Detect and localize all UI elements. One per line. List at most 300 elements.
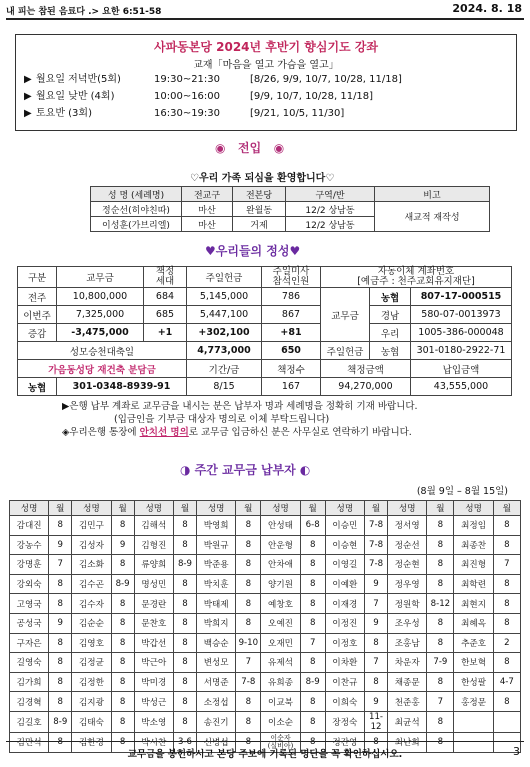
payer-month: 8	[493, 574, 520, 594]
cell: 주일헌금	[321, 342, 370, 360]
arrow-icon: ▶	[24, 91, 32, 102]
newcomer-title: 전입	[238, 141, 262, 155]
payer-month: 8	[49, 732, 72, 752]
payer-name: 박근아	[134, 653, 173, 673]
col-header: 비고	[375, 187, 490, 202]
payer-month: 8	[300, 594, 325, 614]
payer-month: 9	[364, 574, 387, 594]
payer-name: 송진기	[197, 711, 236, 732]
payer-name: 박영희	[197, 516, 236, 536]
cell: 43,555,000	[411, 378, 512, 396]
payer-name: 이승민	[325, 516, 364, 536]
payer-month: 8	[49, 594, 72, 614]
payer-month: 7-9	[427, 653, 454, 673]
table-row	[18, 306, 512, 324]
cell: 거제	[233, 217, 286, 232]
payer-name: 이찬규	[325, 672, 364, 692]
payer-name: 이순자 (실비아)	[261, 732, 300, 752]
cell: 10,800,000	[57, 288, 144, 306]
payer-month: 9-10	[236, 633, 261, 653]
footer-text: 교무금을 봉헌하시고 본당 주보에 기록된 명단을 꼭 확인하십시오.	[127, 749, 403, 760]
cell: +302,100	[187, 324, 262, 342]
cell: 684	[144, 288, 187, 306]
payer-name: 김지광	[72, 692, 111, 712]
payer-month: 8	[236, 535, 261, 555]
schedule-row	[24, 104, 344, 119]
payer-name: 한성팔	[454, 672, 493, 692]
payer-month: 8	[236, 711, 261, 732]
payer-name: 최난희	[388, 732, 427, 752]
target-icon: ◉	[273, 141, 285, 155]
payer-name: 김순순	[72, 613, 111, 633]
cell: 성모승천대축일	[18, 342, 187, 360]
table-row	[18, 288, 512, 306]
newcomer-heading	[215, 139, 284, 156]
arrow-icon: ▶	[24, 108, 32, 119]
payer-name: 박소영	[134, 711, 173, 732]
col-header: 납입금액	[411, 360, 512, 378]
prayer-course-box	[15, 34, 517, 131]
cell: 7,325,000	[57, 306, 144, 324]
payer-name: 박희지	[197, 613, 236, 633]
kyomu-label: 교무금	[321, 288, 370, 342]
col-header: 주일미사 참석인원	[262, 267, 321, 288]
payer-month: 7	[493, 555, 520, 575]
col-header-name: 성명	[197, 501, 236, 516]
cell: 완월동	[233, 202, 286, 217]
payer-name: 최현지	[454, 594, 493, 614]
table-row	[10, 555, 521, 575]
col-header: 구역/반	[286, 187, 375, 202]
offering-heading: ♥우리들의 정성♥	[205, 244, 301, 258]
payer-month: 8	[236, 574, 261, 594]
payer-name: 이정호	[325, 633, 364, 653]
payer-name: 조우성	[388, 613, 427, 633]
table-row	[10, 653, 521, 673]
payer-month: 8	[427, 555, 454, 575]
payer-name: 이차환	[325, 653, 364, 673]
cell: 전주	[18, 288, 57, 306]
payer-month: 8	[427, 672, 454, 692]
notice-line	[62, 426, 418, 439]
payer-month	[493, 711, 520, 732]
payer-month: 8	[364, 732, 387, 752]
session-name: 월요일 저녁반(5회)	[36, 74, 121, 85]
page-number: 3	[513, 745, 520, 758]
cell: 4,773,000	[187, 342, 262, 360]
cell: 685	[144, 306, 187, 324]
bank-account: 301-0180-2922-71	[411, 342, 512, 360]
payer-month: 8	[173, 633, 196, 653]
col-header-name: 성명	[10, 501, 49, 516]
payer-month: 8-9	[300, 672, 325, 692]
payer-month: 8-9	[49, 711, 72, 732]
cell: 마산	[182, 202, 233, 217]
payer-name: 서명준	[197, 672, 236, 692]
payer-month: 8	[427, 613, 454, 633]
payer-name: 정순현	[388, 555, 427, 575]
header-divider	[6, 18, 524, 20]
payer-name: 박원규	[197, 535, 236, 555]
payer-month: 8	[300, 692, 325, 712]
payer-name: 김한경	[72, 732, 111, 752]
payer-name: 이승현	[325, 535, 364, 555]
payer-name: 박치훈	[197, 574, 236, 594]
arrow-icon: ▶	[24, 74, 32, 85]
cell: 167	[262, 378, 321, 396]
payer-name: 김성자	[72, 535, 111, 555]
payer-month: 8	[300, 653, 325, 673]
payer-month: 8	[427, 516, 454, 536]
cell: 12/2 상남동	[286, 217, 375, 232]
payer-name: 박미경	[134, 672, 173, 692]
payer-month: 8	[111, 653, 134, 673]
cell: 8/15	[187, 378, 262, 396]
bank-name: 우리	[370, 324, 411, 342]
payer-month: 7	[49, 555, 72, 575]
payer-month: 8	[300, 613, 325, 633]
payer-month: 8	[49, 574, 72, 594]
bank-name: 농협	[18, 378, 57, 396]
payer-name: 안성태	[261, 516, 300, 536]
newcomer-table	[90, 186, 490, 232]
auto-transfer-title: 자동이체 계좌번호	[377, 266, 455, 277]
table-row	[10, 574, 521, 594]
payer-name: 문찬호	[134, 613, 173, 633]
schedule-row	[24, 87, 373, 102]
payer-name: 이희숙	[325, 692, 364, 712]
payer-name: 문경란	[134, 594, 173, 614]
payer-month: 8	[493, 613, 520, 633]
col-header-name: 성명	[388, 501, 427, 516]
payer-month: 8	[300, 555, 325, 575]
payer-month: 8	[111, 516, 134, 536]
payer-name: 최종찬	[454, 535, 493, 555]
payer-month: 8	[300, 711, 325, 732]
payer-month: 8	[493, 535, 520, 555]
payer-month: 7-8	[364, 516, 387, 536]
payer-month: 8	[493, 653, 520, 673]
payer-name: 강외숙	[10, 574, 49, 594]
payer-name: 박태제	[197, 594, 236, 614]
payer-month: 8	[173, 672, 196, 692]
payer-name: 김만석	[10, 732, 49, 752]
payer-month: 8	[49, 653, 72, 673]
payer-month: 8	[427, 574, 454, 594]
payer-month: 8	[173, 535, 196, 555]
payer-name: 최진형	[454, 555, 493, 575]
payer-name: 박준용	[197, 555, 236, 575]
payer-name: 이영길	[325, 555, 364, 575]
table-row	[10, 516, 521, 536]
payer-name: 안운형	[261, 535, 300, 555]
payer-month: 9	[364, 613, 387, 633]
payer-month: 9	[111, 535, 134, 555]
col-header-name: 성명	[261, 501, 300, 516]
table-row	[10, 692, 521, 712]
payer-name: 안차애	[261, 555, 300, 575]
payer-name: 김경혁	[10, 692, 49, 712]
notice-text: 로 교무금 입금하신 분은 사무실로 연락하기 바랍니다.	[188, 427, 412, 438]
cell: -3,475,000	[57, 324, 144, 342]
payer-month: 8	[427, 535, 454, 555]
payer-month: 7	[300, 633, 325, 653]
payer-month: 8	[111, 672, 134, 692]
table-row	[91, 202, 490, 217]
session-dates: [8/26, 9/9, 10/7, 10/28, 11/18]	[250, 74, 402, 85]
building-title: 가음동성당 재건축 분담금	[18, 360, 187, 378]
payer-name: 김형진	[134, 535, 173, 555]
payer-month: 7-8	[364, 555, 387, 575]
payer-name: 고영국	[10, 594, 49, 614]
payer-month: 8	[111, 613, 134, 633]
notice-line: (입금인을 기부금 대상자 명의로 이체 부탁드립니다)	[114, 414, 330, 425]
payer-name: 김태숙	[72, 711, 111, 732]
table-row	[10, 633, 521, 653]
payer-name: 김소화	[72, 555, 111, 575]
col-header-name: 성명	[325, 501, 364, 516]
payer-month: 8	[111, 555, 134, 575]
payer-name: 유희종	[261, 672, 300, 692]
payer-month: 8	[173, 574, 196, 594]
payer-month: 8	[173, 516, 196, 536]
payer-month: 8	[427, 633, 454, 653]
payer-name: 최학련	[454, 574, 493, 594]
payer-name: 한보혁	[454, 653, 493, 673]
payer-month: 8	[173, 613, 196, 633]
payer-name: 박시찬	[134, 732, 173, 752]
payer-name: 소정섭	[197, 692, 236, 712]
session-dates: [9/21, 10/5, 11/30]	[250, 108, 345, 119]
payer-month: 7	[364, 594, 387, 614]
payer-name: 채종문	[388, 672, 427, 692]
col-header-month: 월	[49, 501, 72, 516]
payer-month: 8	[111, 692, 134, 712]
payer-month: 8	[427, 732, 454, 752]
session-time: 16:30~19:30	[154, 108, 221, 119]
col-header-month: 월	[300, 501, 325, 516]
payer-month: 8	[236, 732, 261, 752]
payer-name: 김정균	[72, 653, 111, 673]
col-header-name: 성명	[134, 501, 173, 516]
offering-table	[17, 266, 512, 396]
payer-name: 명성민	[134, 574, 173, 594]
session-time: 10:00~16:00	[154, 91, 221, 102]
payer-month: 8	[49, 516, 72, 536]
col-header: 책정수	[262, 360, 321, 378]
payer-name: 김길호	[10, 711, 49, 732]
welcome-message: ♡우리 가족 되심을 환영합니다♡	[190, 173, 335, 184]
highlight-text: 안치선 명의	[139, 427, 189, 438]
payer-name: 차운자	[388, 653, 427, 673]
col-header-month: 월	[173, 501, 196, 516]
payer-month: 6-8	[300, 516, 325, 536]
table-row	[18, 360, 512, 378]
bank-name: 농협	[370, 288, 411, 306]
payer-name: 추준호	[454, 633, 493, 653]
payer-month: 4-7	[493, 672, 520, 692]
payer-month: 8-9	[173, 555, 196, 575]
payer-name: 이교북	[261, 692, 300, 712]
payer-name: 백승순	[197, 633, 236, 653]
cell: 12/2 상남동	[286, 202, 375, 217]
payer-name: 강명훈	[10, 555, 49, 575]
payer-month: 8	[300, 574, 325, 594]
bank-account: 580-07-0013973	[411, 306, 512, 324]
session-dates: [9/9, 10/7, 10/28, 11/18]	[250, 91, 374, 102]
payer-month: 8-12	[427, 594, 454, 614]
payer-month: 3-6	[173, 732, 196, 752]
payer-name: 김영호	[72, 633, 111, 653]
cell: 5,145,000	[187, 288, 262, 306]
table-row	[10, 613, 521, 633]
col-header-name: 성명	[72, 501, 111, 516]
payer-month: 8	[427, 711, 454, 732]
cell: +81	[262, 324, 321, 342]
payer-month: 8	[236, 692, 261, 712]
payer-name: 최정임	[454, 516, 493, 536]
payer-month: 8	[493, 516, 520, 536]
payer-name: 김수곤	[72, 574, 111, 594]
col-header-month: 월	[236, 501, 261, 516]
payers-header-row	[10, 501, 521, 516]
payer-month: 8	[173, 711, 196, 732]
session-name: 토요반 (3회)	[36, 108, 92, 119]
bank-account: 807-17-000515	[411, 288, 512, 306]
header-scripture: 내 피는 참된 음료다 .> 요한 6:51-58	[6, 7, 162, 17]
payer-name: 김가희	[10, 672, 49, 692]
notice-block	[62, 400, 418, 439]
payer-name: 오재민	[261, 633, 300, 653]
cell: 867	[262, 306, 321, 324]
auto-transfer-header	[321, 267, 512, 288]
bank-account: 1005-386-000048	[411, 324, 512, 342]
target-icon: ◉	[215, 141, 226, 155]
table-row	[10, 594, 521, 614]
cell: 650	[262, 342, 321, 360]
payer-month: 8	[364, 672, 387, 692]
col-header: 책정 세대	[144, 267, 187, 288]
table-row	[18, 342, 512, 360]
payer-name: 장정숙	[325, 711, 364, 732]
payer-name: 예창호	[261, 594, 300, 614]
col-header-month: 월	[364, 501, 387, 516]
payer-month: 11-12	[364, 711, 387, 732]
payer-month: 8	[236, 555, 261, 575]
col-header-month: 월	[111, 501, 134, 516]
notice-line: ▶은행 납부 계좌로 교무금을 내시는 분은 납부자 명과 세례명을 정확히 기재 바랍니다.	[62, 401, 418, 412]
payer-name: 이정진	[325, 613, 364, 633]
payer-month: 9	[364, 692, 387, 712]
payer-month: 8	[236, 594, 261, 614]
col-header: 전교구	[182, 187, 233, 202]
col-header-name: 성명	[454, 501, 493, 516]
payer-month: 7-8	[236, 672, 261, 692]
payer-name: 천준홍	[388, 692, 427, 712]
table-row	[18, 378, 512, 396]
payer-month: 7	[236, 653, 261, 673]
col-header: 기간/금	[187, 360, 262, 378]
payer-name: 최혜옥	[454, 613, 493, 633]
payer-name: 김해석	[134, 516, 173, 536]
payer-month: 8-9	[111, 574, 134, 594]
payer-name: 신병섭	[197, 732, 236, 752]
payer-name: 정간영	[325, 732, 364, 752]
payer-name: 박성근	[134, 692, 173, 712]
col-header: 성 명 (세례명)	[91, 187, 182, 202]
payers-title: ◑ 주간 교무금 납부자 ◐	[180, 463, 311, 477]
payer-month: 8	[111, 633, 134, 653]
col-header: 전본당	[233, 187, 286, 202]
payer-name: 정순선	[388, 535, 427, 555]
payer-name: 박갑선	[134, 633, 173, 653]
payer-name: 류양희	[134, 555, 173, 575]
payer-month: 2	[493, 633, 520, 653]
note-cell: 새교적 재작성	[375, 202, 490, 232]
notice-text: ◈우리은행 통장에	[62, 427, 140, 438]
payer-month: 7-8	[364, 535, 387, 555]
payer-month: 8	[236, 516, 261, 536]
header-bar	[6, 2, 524, 18]
payer-name: 김민구	[72, 516, 111, 536]
col-header: 주일헌금	[187, 267, 262, 288]
payer-name: 최균석	[388, 711, 427, 732]
payer-name: 조홍남	[388, 633, 427, 653]
schedule-row	[24, 70, 402, 85]
payer-name: 오예진	[261, 613, 300, 633]
table-row	[18, 324, 512, 342]
prayer-course-title: 사파동본당 2024년 후반기 향심기도 강좌	[154, 40, 378, 54]
payer-month: 8	[236, 613, 261, 633]
cell: 5,447,100	[187, 306, 262, 324]
bank-account: 301-0348-8939-91	[57, 378, 187, 396]
cell: 이번주	[18, 306, 57, 324]
payer-month: 8	[111, 594, 134, 614]
cell: 마산	[182, 217, 233, 232]
payer-month: 7	[427, 692, 454, 712]
payer-month: 8	[111, 732, 134, 752]
table-row	[10, 711, 521, 732]
col-header: 교무금	[57, 267, 144, 288]
payer-name: 김정한	[72, 672, 111, 692]
col-header: 책정금액	[321, 360, 411, 378]
header-date: 2024. 8. 18	[452, 2, 522, 15]
col-header: 구분	[18, 267, 57, 288]
cell: 정순선(히야친따)	[91, 202, 182, 217]
payer-month: 9	[49, 535, 72, 555]
col-header-month: 월	[427, 501, 454, 516]
payer-name: 정우영	[388, 574, 427, 594]
payer-month: 8	[49, 692, 72, 712]
session-time: 19:30~21:30	[154, 74, 221, 85]
session-name: 월요일 낮반 (4회)	[36, 91, 115, 102]
table-row	[10, 672, 521, 692]
payer-month: 8	[173, 692, 196, 712]
payer-month: 8	[173, 653, 196, 673]
payer-month: 7	[364, 653, 387, 673]
account-holder: [예금주 : 천주교회유지재단]	[357, 276, 475, 287]
payer-name: 길영숙	[10, 653, 49, 673]
bank-name: 경남	[370, 306, 411, 324]
prayer-course-subtitle: 교재「마음을 열고 가슴을 열고」	[193, 60, 339, 71]
payer-name: 정서영	[388, 516, 427, 536]
payer-name: 정원학	[388, 594, 427, 614]
payer-month: 8	[364, 633, 387, 653]
payer-name: 이예환	[325, 574, 364, 594]
col-header-month: 월	[493, 501, 520, 516]
payer-name: 공성국	[10, 613, 49, 633]
payer-month: 8	[300, 535, 325, 555]
